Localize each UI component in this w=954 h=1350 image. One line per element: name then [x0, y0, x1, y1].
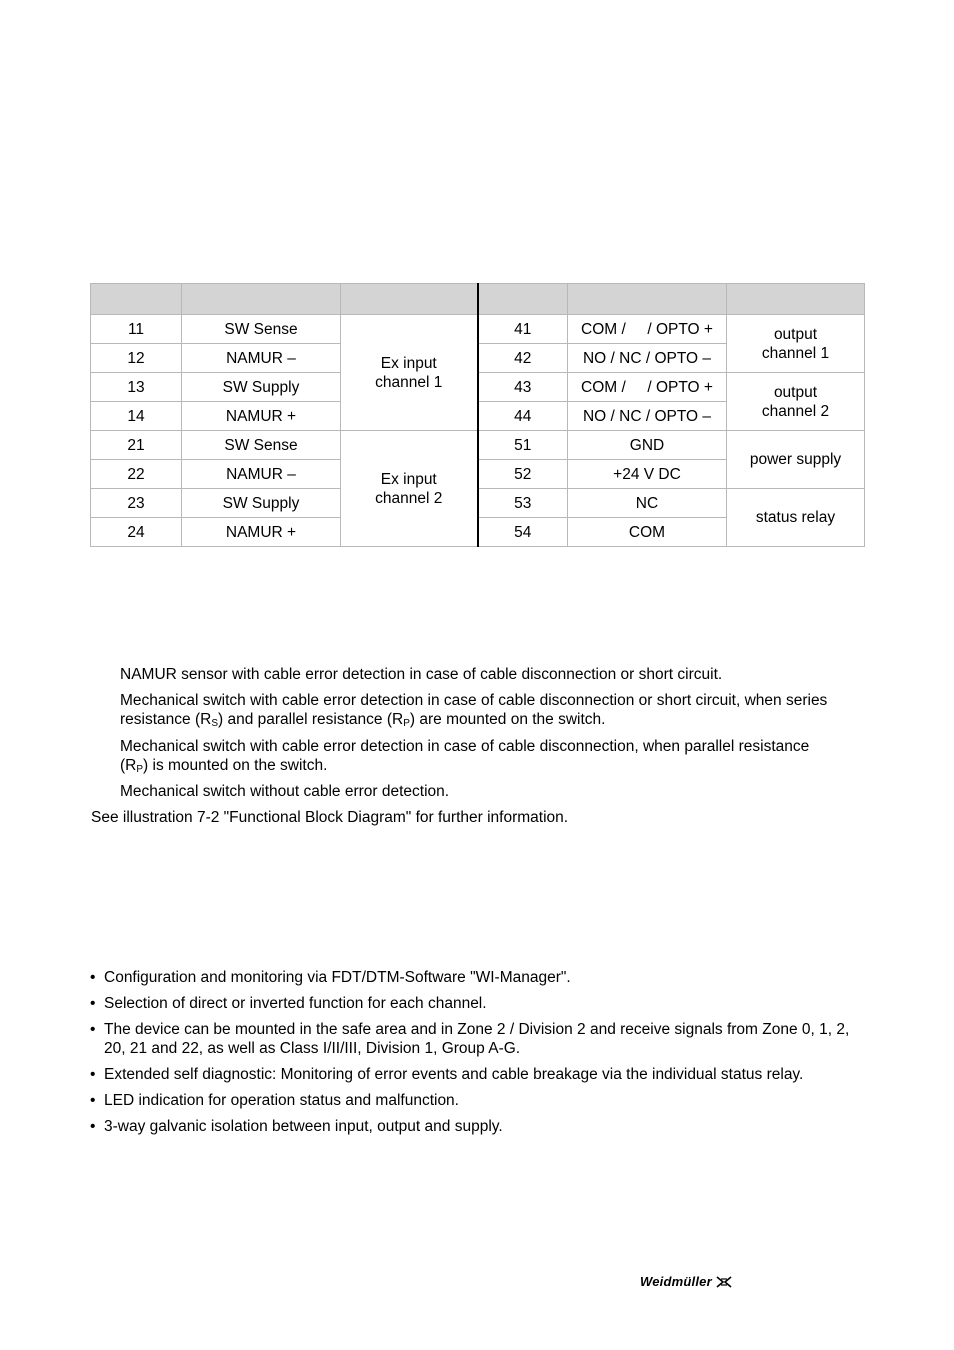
table-row: [91, 373, 865, 402]
brand-name: Weidmüller: [640, 1274, 712, 1289]
note-text: ) is mounted on the switch.: [143, 757, 328, 774]
sensor-note-switch-plain: Mechanical switch without cable error detection.: [120, 783, 450, 800]
group-ex-input-channel-1: [341, 315, 478, 431]
list-item: [90, 1117, 870, 1136]
terminal-signal: NAMUR –: [182, 460, 341, 489]
terminal-signal: NO / NC / OPTO –: [568, 402, 727, 431]
note-text: resistance (R: [120, 711, 212, 728]
terminal-signal: COM / / OPTO +: [568, 373, 727, 402]
header-cell: [568, 284, 727, 315]
group-label: output: [773, 383, 818, 401]
header-cell: [91, 284, 182, 315]
header-cell: [478, 284, 568, 315]
table-row: [91, 431, 865, 460]
note-text: Mechanical switch with cable error detection in case of cable disconnection or short circuit, when series: [120, 692, 828, 709]
terminal-number: 51: [478, 431, 568, 460]
feature-text: Extended self diagnostic: Monitoring of error events and cable breakage via the individual status relay.: [104, 1066, 804, 1083]
group-label: channel 2: [375, 489, 443, 507]
group-output-channel-2: [727, 373, 865, 431]
list-item: [90, 1091, 870, 1110]
sensor-note-namur: NAMUR sensor with cable error detection in case of cable disconnection or short circuit.: [120, 666, 723, 683]
bullet: •: [90, 1066, 96, 1083]
terminal-number: 41: [478, 315, 568, 344]
note-text: Mechanical switch with cable error detection in case of cable disconnection, when parallel resistance: [120, 738, 810, 755]
table-row: [91, 315, 865, 344]
terminal-signal: NAMUR +: [182, 402, 341, 431]
terminal-number: 52: [478, 460, 568, 489]
header-cell: [341, 284, 478, 315]
terminal-number: 14: [91, 402, 182, 431]
terminal-number: 22: [91, 460, 182, 489]
feature-text: Selection of direct or inverted function for each channel.: [104, 995, 487, 1012]
sensor-note-switch-rs-rp: [120, 691, 827, 729]
terminal-number: 54: [478, 518, 568, 547]
feature-text: LED indication for operation status and malfunction.: [104, 1092, 459, 1109]
bullet: •: [90, 969, 96, 986]
bullet: •: [90, 1021, 96, 1038]
terminal-number: 44: [478, 402, 568, 431]
bullet: •: [90, 995, 96, 1012]
subscript: P: [403, 718, 410, 729]
terminal-signal: COM / / OPTO +: [568, 315, 727, 344]
terminal-number: 24: [91, 518, 182, 547]
group-ex-input-channel-2: [341, 431, 478, 547]
terminal-number: 13: [91, 373, 182, 402]
feature-text: 3-way galvanic isolation between input, output and supply.: [104, 1118, 503, 1135]
weidmuller-logo: [640, 1274, 732, 1289]
terminal-signal: NAMUR +: [182, 518, 341, 547]
feature-text: The device can be mounted in the safe area and in Zone 2 / Division 2 and receive signals from Zone 0, 1, 2, 20, 21 and 22, as well as Class I/II/III, Division 1, Group A-G.: [104, 1021, 850, 1057]
header-cell: [182, 284, 341, 315]
bullet: •: [90, 1118, 96, 1135]
group-label: channel 2: [761, 402, 830, 420]
weidmuller-logo-icon: [716, 1275, 732, 1289]
terminal-number: 23: [91, 489, 182, 518]
list-item: [90, 994, 870, 1013]
terminal-number: 12: [91, 344, 182, 373]
terminal-number: 42: [478, 344, 568, 373]
list-item: [90, 968, 870, 987]
terminal-signal: NO / NC / OPTO –: [568, 344, 727, 373]
subscript: P: [136, 764, 144, 775]
note-text: (R: [120, 757, 137, 774]
group-label: output: [773, 325, 818, 343]
terminal-signal: COM: [568, 518, 727, 547]
table-row: [91, 489, 865, 518]
subscript: S: [211, 718, 218, 729]
terminal-number: 53: [478, 489, 568, 518]
terminal-signal: SW Supply: [182, 373, 341, 402]
terminal-number: 43: [478, 373, 568, 402]
feature-list: [90, 968, 870, 1143]
bullet: •: [90, 1092, 96, 1109]
terminal-signal: GND: [568, 431, 727, 460]
terminal-signal: SW Sense: [182, 315, 341, 344]
see-also-reference: See illustration 7-2 "Functional Block Diagram" for further information.: [91, 809, 569, 826]
list-item: [90, 1065, 870, 1084]
table-header-row: [91, 284, 865, 315]
group-label: channel 1: [761, 344, 830, 362]
terminal-signal: SW Sense: [182, 431, 341, 460]
terminal-assignment-table: [90, 283, 865, 547]
group-power-supply: power supply: [727, 431, 865, 489]
group-label: channel 1: [375, 373, 443, 391]
list-item: [90, 1020, 864, 1058]
group-status-relay: status relay: [727, 489, 865, 547]
terminal-signal: NC: [568, 489, 727, 518]
header-cell: [727, 284, 865, 315]
feature-text: Configuration and monitoring via FDT/DTM-Software "WI-Manager".: [104, 969, 571, 986]
terminal-number: 11: [91, 315, 182, 344]
terminal-number: 21: [91, 431, 182, 460]
note-text: ) are mounted on the switch.: [409, 711, 606, 728]
terminal-signal: SW Supply: [182, 489, 341, 518]
terminal-signal: +24 V DC: [568, 460, 727, 489]
group-label: Ex input: [380, 470, 437, 488]
group-label: Ex input: [380, 354, 437, 372]
note-text: ) and parallel resistance (R: [217, 711, 404, 728]
terminal-signal: NAMUR –: [182, 344, 341, 373]
sensor-note-switch-rp: [120, 737, 809, 775]
group-output-channel-1: [727, 315, 865, 373]
